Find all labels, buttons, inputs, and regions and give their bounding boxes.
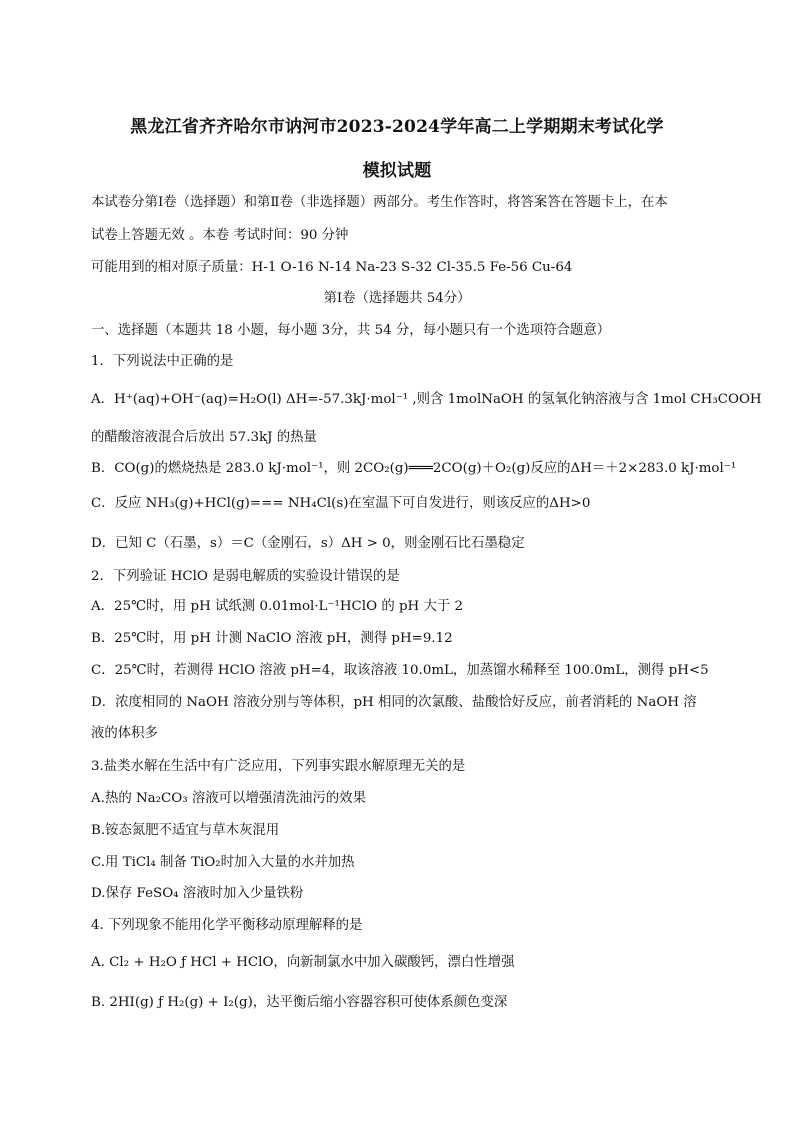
q1-option-a-line2: 的醋酸溶液混合后放出 57.3kJ 的热量 <box>91 430 317 445</box>
q2-option-d-line1: D．浓度相同的 NaOH 溶液分别与等体积，pH 相同的次氯酸、盐酸恰好反应，前者消耗的 NaOH 溶 <box>91 695 697 710</box>
q1-option-b: B．CO(g)的燃烧热是 283.0 kJ·mol⁻¹，则 2CO₂(g)═══2CO(g)＋O₂(g)反应的ΔH＝＋2×283.0 kJ·mol⁻¹ <box>91 461 737 476</box>
q2-option-c: C．25℃时，若测得 HClO 溶液 pH=4，取该溶液 10.0mL，加蒸馏水稀释至 100.0mL，测得 pH<5 <box>91 663 709 678</box>
q2-stem: 2．下列验证 HClO 是弱电解质的实验设计错误的是 <box>91 569 400 584</box>
q3-option-b: B.铵态氮肥不适宜与草木灰混用 <box>91 823 280 838</box>
section-heading: 一、选择题（本题共 18 小题，每小题 3分，共 54 分，每小题只有一个选项符合题意） <box>91 323 611 338</box>
intro-line2: 试卷上答题无效 。本卷 考试时间：90 分钟 <box>91 228 349 243</box>
q1-stem: 1．下列说法中正确的是 <box>91 354 234 369</box>
exam-title-line2: 模拟试题 <box>362 161 432 181</box>
intro-line1: 本试卷分第Ⅰ卷（选择题）和第Ⅱ卷（非选择题）两部分。考生作答时，将答案答在答题卡上，在本 <box>91 195 668 210</box>
q2-option-d-line2: 液的体积多 <box>91 726 158 741</box>
q4-option-b: B. 2HI(g) ƒ H₂(g) + I₂(g)，达平衡后缩小容器容积可使体系颜色变深 <box>91 995 508 1010</box>
exam-title-line1: 黑龙江省齐齐哈尔市讷河市2023-2024学年高二上学期期末考试化学 <box>130 117 664 137</box>
q2-option-b: B．25℃时，用 pH 计测 NaClO 溶液 pH，测得 pH=9.12 <box>91 631 453 646</box>
atomic-masses: 可能用到的相对原子质量：H-1 O-16 N-14 Na-23 S-32 Cl-35.5 Fe-56 Cu-64 <box>91 260 573 275</box>
q2-option-a: A．25℃时，用 pH 试纸测 0.01mol·L⁻¹HClO 的 pH 大于 2 <box>91 599 464 614</box>
q1-option-a-line1: A．H⁺(aq)+OH⁻(aq)=H₂O(l) ΔH=-57.3kJ·mol⁻¹ ,则含 1molNaOH 的氢氧化钠溶液与含 1mol CH₃COOH <box>91 392 762 407</box>
q3-stem: 3.盐类水解在生活中有广泛应用，下列事实跟水解原理无关的是 <box>91 759 466 774</box>
part1-heading: 第Ⅰ卷（选择题共 54分） <box>323 291 471 306</box>
q4-option-a: A. Cl₂ + H₂O ƒ HCl + HClO，向新制氯水中加入碳酸钙，漂白性增强 <box>91 955 515 970</box>
q1-option-c: C．反应 NH₃(g)+HCl(g)=== NH₄Cl(s)在室温下可自发进行，则该反应的ΔH>0 <box>91 496 591 511</box>
q3-option-c: C.用 TiCl₄ 制备 TiO₂时加入大量的水并加热 <box>91 855 355 870</box>
q1-option-d: D．已知 C（石墨，s）＝C（金刚石，s）ΔH > 0，则金刚石比石墨稳定 <box>91 536 525 551</box>
q3-option-d: D.保存 FeSO₄ 溶液时加入少量铁粉 <box>91 886 304 901</box>
q4-stem: 4. 下列现象不能用化学平衡移动原理解释的是 <box>91 918 363 933</box>
q3-option-a: A.热的 Na₂CO₃ 溶液可以增强清洗油污的效果 <box>91 791 366 806</box>
